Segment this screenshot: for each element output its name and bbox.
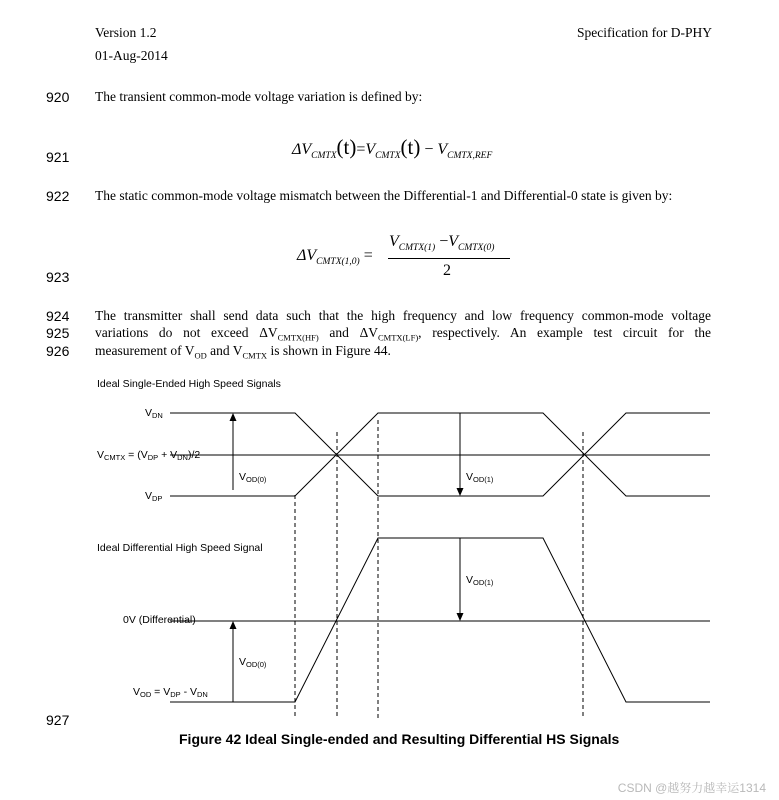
equation-cm-variation: $\Delta V_{CMTX}(t)=V_{CMTX}(t) - V_{CMTX,REF}$ — [292, 135, 493, 162]
label-vdp: VDP — [145, 490, 163, 503]
line-number-922: 922 — [46, 188, 70, 204]
header-version: Version 1.2 — [95, 25, 157, 40]
label-vod0-top: VOD(0) — [239, 471, 267, 484]
vod0-bottom-arrowhead — [230, 621, 237, 629]
paragraph-925: variations do not exceed $\Delta V_{CMTX(HF)}$ and $\Delta V_{CMTX(LF)}$, respectively. An example test circuit for the — [95, 325, 711, 343]
line-number-926: 926 — [46, 343, 70, 359]
label-vod1-top: VOD(1) — [466, 471, 494, 484]
line-number-923: 923 — [46, 269, 70, 285]
equation-cm-mismatch-lhs: $\Delta V_{CMTX(1,0)}$ = — [297, 247, 373, 268]
diff-title: Ideal Differential High Speed Signal — [97, 542, 263, 554]
paragraph-920: The transient common-mode voltage variation is defined by: — [95, 89, 423, 104]
vod0-top-arrowhead — [230, 413, 237, 421]
line-number-921: 921 — [46, 149, 70, 165]
differential-waveform — [170, 538, 710, 702]
vod1-bottom-arrowhead — [457, 613, 464, 621]
line-number-927: 927 — [46, 712, 70, 728]
se-title: Ideal Single-Ended High Speed Signals — [97, 378, 281, 390]
header-title: Specification for D-PHY — [577, 25, 712, 40]
paragraph-922: The static common-mode voltage mismatch between the Differential-1 and Differential-0 state is given by: — [95, 188, 673, 203]
line-number-925: 925 — [46, 325, 70, 341]
vod1-top-arrowhead — [457, 488, 464, 496]
label-zero-differential: 0V (Differential) — [123, 614, 196, 626]
label-vod0-bottom: VOD(0) — [239, 656, 267, 669]
label-vod1-bottom: VOD(1) — [466, 574, 494, 587]
equation-denominator: 2 — [443, 262, 451, 279]
paragraph-924: The transmitter shall send data such that the high frequency and low frequency common-mode voltage — [95, 308, 711, 323]
label-vcmtx: VCMTX = (VDP + VDN)/2 — [97, 449, 201, 462]
line-number-924: 924 — [46, 308, 70, 324]
label-vod-equation: VOD = VDP - VDN — [133, 686, 208, 699]
paragraph-926: measurement of $V_{OD}$ and $V_{CMTX}$ is shown in Figure 44. — [95, 343, 391, 361]
watermark: CSDN @越努力越幸运1314 — [617, 781, 766, 795]
header-date: 01-Aug-2014 — [95, 48, 168, 63]
label-vdn: VDN — [145, 407, 163, 420]
figure-caption: Figure 42 Ideal Single-ended and Resulting Differential HS Signals — [179, 731, 620, 747]
equation-cm-mismatch-numerator: $V_{CMTX(1)} -V_{CMTX(0)}$ — [389, 233, 495, 254]
line-number-920: 920 — [46, 89, 70, 105]
